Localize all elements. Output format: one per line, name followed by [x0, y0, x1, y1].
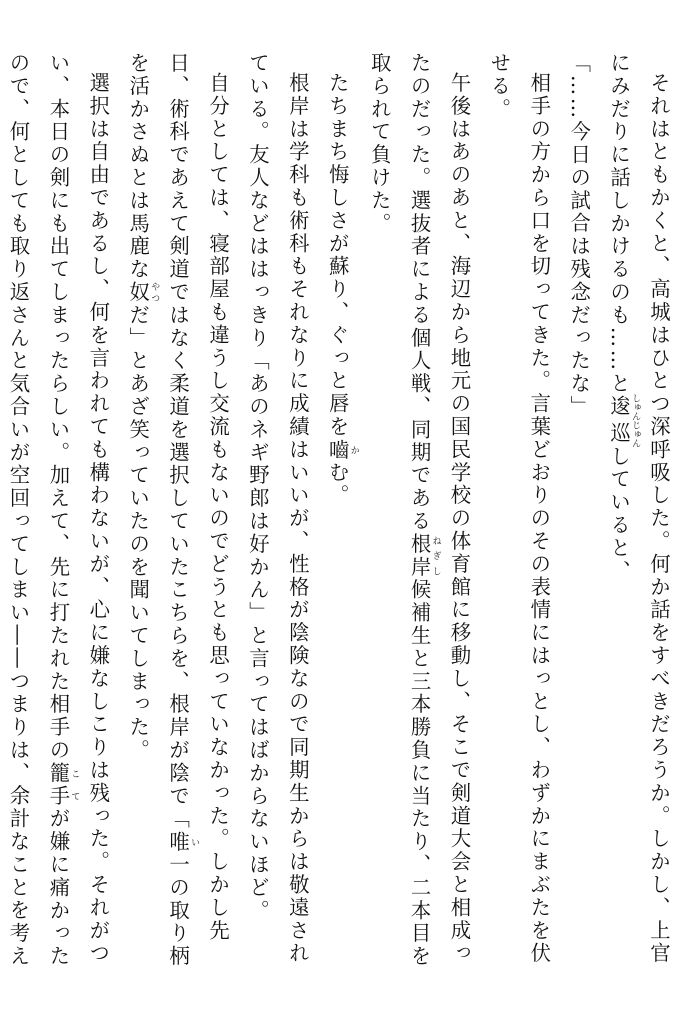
text-run: していると、 [607, 445, 632, 583]
text-run: 候補生と三本勝負に当たり、二本目を取られて負けた。 [367, 52, 432, 969]
ruby-base: 根岸 [407, 532, 432, 579]
ruby-base: 籠手 [46, 761, 71, 808]
text-run: 根岸は学科も術科もそれなりに成績はいいが、性格が陰険なので同期生からは敬遠されている。友人などははっきり「あのネギ野郎は好かん」と言ってはばからないほど。 [245, 52, 310, 966]
text-run: それはともかくと、高城はひとつ深呼吸した。何か話をすべきだろうか。しかし、上官にみだりに話しかけるのも……と [607, 52, 671, 966]
ruby-reading: い [189, 830, 200, 854]
ruby-annotated-word [325, 438, 359, 462]
paragraph [359, 52, 479, 982]
text-run: 「……今日の試合は残念だったな」 [567, 52, 592, 419]
ruby-base: 奴 [126, 281, 151, 304]
text-run: だ」とあざ笑っていたのを聞いてしまった。 [126, 303, 151, 762]
paragraph [317, 52, 359, 982]
paragraph [478, 52, 558, 982]
ruby-reading: しゅんじゅん [630, 393, 641, 448]
ruby-annotated-word [126, 281, 160, 304]
text-run: たちまち悔しさが蘇り、ぐっと唇を [325, 72, 350, 439]
ruby-annotated-word [607, 393, 641, 448]
ruby-reading: ねぎし [430, 532, 441, 579]
ruby-base: 唯 [166, 830, 191, 854]
ruby-annotated-word [166, 830, 200, 854]
text-run: 選択は自由であるし、何を言われても構わないが、心に嫌なしこりは残った。それがつい、本日の剣にも出てしまったらしい。加えて、先に打たれた相手の [46, 52, 111, 966]
text-run: 一の取り柄を活かさぬとは馬鹿な [126, 52, 191, 969]
paragraph [117, 52, 237, 982]
text-run: 相手の方から口を切ってきた。言葉どおりのその表情にはっとし、わずかにまぶたを伏せる。 [487, 52, 552, 966]
paragraph [558, 52, 598, 982]
vertical-body-text [0, 52, 678, 982]
ruby-base: 嚙 [325, 438, 350, 462]
paragraph [0, 52, 117, 982]
paragraph [237, 52, 317, 982]
text-run: む。 [325, 461, 350, 508]
ruby-annotated-word [46, 761, 80, 808]
text-run: 午後はあのあと、海辺から地元の国民学校の体育館に移動し、そこで剣道大会と相成ったのだった。選抜者による個人戦、同期である [407, 52, 472, 966]
ruby-reading: か [348, 438, 359, 462]
text-run: が嫌に痛かったので、何としても取り返さんと気合いが空回ってしまい――つまりは、余計なことを考え [6, 52, 71, 969]
text-run: 自分としては、寝部屋も違うし交流もないのでどうとも思っていなかった。しかし先日、術科であえて剣道ではなく柔道を選択していたこちらを、根岸が陰で「 [166, 52, 231, 943]
ruby-reading: こて [69, 761, 80, 808]
ruby-base: 逡巡 [607, 393, 632, 448]
paragraph [598, 52, 678, 982]
ruby-reading: やつ [149, 281, 160, 304]
ruby-annotated-word [407, 532, 441, 579]
